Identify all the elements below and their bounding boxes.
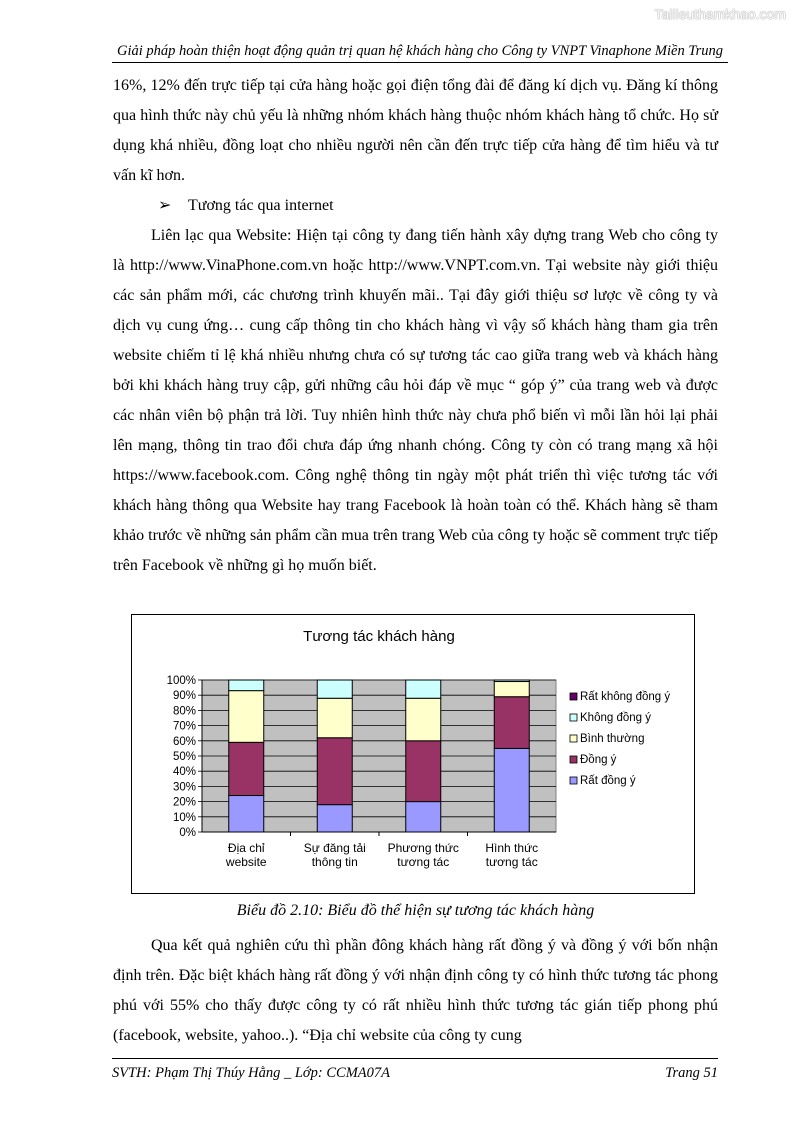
bar-segment bbox=[494, 682, 529, 697]
page-footer bbox=[112, 1058, 718, 1082]
x-tick-label: Địa chỉ bbox=[227, 841, 265, 855]
paragraph-3: Qua kết quả nghiên cứu thì phần đông khách hàng rất đồng ý và đồng ý với bốn nhận định trên. Đặc biệt khách hàng rất đồng ý với nhận định công ty có hình thức tương tác phong phú với 55% cho thấy được công ty có rất nhiều hình thức tương tác gián tiếp phong phú (facebook, website, yahoo..). “Địa chỉ website của công ty cung bbox=[113, 937, 718, 1044]
bar-segment bbox=[406, 741, 441, 802]
x-tick-label: tương tác bbox=[485, 855, 538, 869]
bar-segment bbox=[406, 698, 441, 741]
y-tick-label: 40% bbox=[172, 766, 196, 779]
y-tick-label: 100% bbox=[166, 675, 196, 687]
legend-swatch bbox=[570, 735, 577, 742]
legend-swatch bbox=[570, 693, 577, 700]
legend-swatch bbox=[570, 777, 577, 784]
page-header: Giải pháp hoàn thiện hoạt động quản trị quan hệ khách hàng cho Công ty VNPT Vinaphone Miền Trung bbox=[112, 43, 728, 63]
y-tick-label: 20% bbox=[172, 796, 196, 809]
bar-segment bbox=[229, 796, 264, 832]
y-tick-label: 10% bbox=[172, 811, 196, 824]
bar-segment bbox=[229, 742, 264, 795]
chart-title: Tương tác khách hàng bbox=[303, 628, 455, 645]
chart bbox=[132, 615, 694, 893]
figure-caption: Biểu đồ 2.10: Biểu đồ thể hiện sự tương tác khách hàng bbox=[236, 902, 595, 919]
legend-label: Rất đồng ý bbox=[580, 775, 636, 787]
x-tick-label: thông tin bbox=[311, 855, 358, 869]
bullet-text: Tương tác qua internet bbox=[188, 197, 334, 214]
bullet-item bbox=[113, 191, 718, 221]
x-tick-label: tương tác bbox=[397, 855, 450, 869]
bar-segment bbox=[494, 697, 529, 749]
footer-author: SVTH: Phạm Thị Thúy Hằng _ Lớp: CCMA07A bbox=[112, 1065, 391, 1081]
legend-label: Rất không đồng ý bbox=[580, 691, 671, 703]
bar-segment bbox=[317, 698, 352, 738]
bar-segment bbox=[494, 680, 529, 682]
x-tick-label: Phương thức bbox=[387, 841, 459, 855]
y-tick-label: 90% bbox=[172, 690, 196, 703]
legend-swatch bbox=[570, 714, 577, 721]
arrow-bullet-icon: ➢ bbox=[158, 197, 172, 214]
y-tick-label: 0% bbox=[179, 827, 196, 839]
y-tick-label: 70% bbox=[172, 720, 196, 733]
bar-segment bbox=[229, 691, 264, 743]
bar-segment bbox=[229, 680, 264, 691]
bar-segment bbox=[317, 805, 352, 832]
x-tick-label: Sự đăng tải bbox=[303, 841, 366, 855]
paragraph-2: Liên lạc qua Website: Hiện tại công ty đang tiến hành xây dựng trang Web cho công ty là http://www.VinaPhone.com.vn hoặc http://www.VNPT.com.vn. Tại website này giới thiệu các sản phẩm mới, các chương trình khuyến mãi.. Tại đây giới thiệu sơ lược về công ty và dịch vụ cung ứng… cung cấp thông tin cho khách hàng vì vậy số khách hàng tham gia trên website chiếm tỉ lệ khá nhiều nhưng chưa có sự tương tác cao giữa trang web và khách hàng bởi khi khách hàng truy cập, gửi những câu hỏi đáp về mục “ góp ý” của trang web và được các nhân viên bộ phận trả lời. Tuy nhiên hình thức này chưa phổ biến vì mỗi lần hỏi lại phải lên mạng, thông tin trao đổi chưa đáp ứng nhanh chóng. Công ty còn có trang mạng xã hội https://www.facebook.com. Công nghệ thông tin ngày một phát triển thì việc tương tác với khách hàng thông qua Website hay trang Facebook là hoàn toàn có thể. Khách hàng sẽ tham khảo trước về những sản phẩm cần mua trên trang Web của công ty hoặc sẽ comment trực tiếp trên Facebook về những gì họ muốn biết. bbox=[113, 227, 718, 574]
page-number: Trang 51 bbox=[665, 1065, 718, 1081]
legend-label: Không đồng ý bbox=[580, 712, 651, 724]
legend-swatch bbox=[570, 756, 577, 763]
legend-label: Đồng ý bbox=[580, 754, 617, 766]
y-tick-label: 30% bbox=[172, 781, 196, 794]
bar-segment bbox=[406, 680, 441, 698]
body-top bbox=[113, 71, 718, 581]
x-tick-label: website bbox=[225, 855, 267, 869]
chart-container bbox=[131, 614, 695, 894]
legend-label: Bình thường bbox=[580, 733, 645, 745]
bar-segment bbox=[317, 680, 352, 698]
bar-segment bbox=[406, 802, 441, 832]
y-tick-label: 50% bbox=[172, 751, 196, 763]
body-bottom bbox=[113, 931, 718, 1051]
x-tick-label: Hình thức bbox=[485, 841, 539, 855]
y-tick-label: 80% bbox=[172, 705, 196, 718]
y-tick-label: 60% bbox=[172, 735, 196, 748]
watermark: Tailieuthamkhao.com bbox=[654, 6, 786, 22]
paragraph-1: 16%, 12% đến trực tiếp tại cửa hàng hoặc gọi điện tổng đài để đăng kí dịch vụ. Đăng kí thông qua hình thức này chủ yếu là những nhóm khách hàng thuộc nhóm khách hàng tổ chức. Họ sử dụng khá nhiều, đồng loạt cho nhiều người nên cần đến trực tiếp cửa hàng để tìm hiểu và tư vấn kĩ hơn. bbox=[113, 77, 718, 184]
bar-segment bbox=[494, 748, 529, 832]
bar-segment bbox=[317, 738, 352, 805]
